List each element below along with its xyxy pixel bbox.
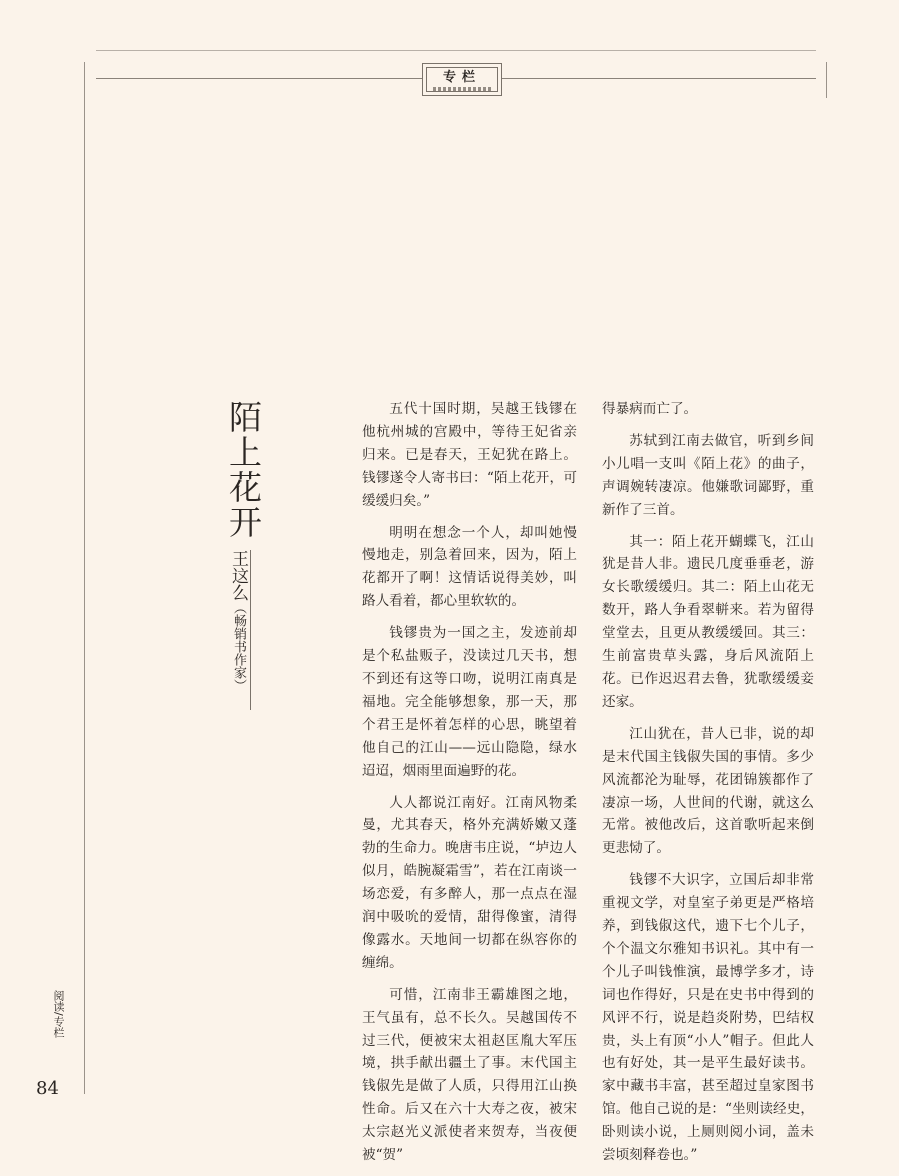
paragraph: 江山犹在，昔人已非，说的却是末代国主钱俶失国的事情。多少风流都沦为耻辱，花团锦簇都作了凄凉一场，人世间的代谢，就这么无常。被他改后，这首歌听起来倒更悲恸了。	[602, 725, 814, 857]
right-frame-rule	[826, 62, 827, 98]
paragraph: 其一：陌上花开蝴蝶飞，江山犹是昔人非。遗民几度垂垂老，游女长歌缓缓归。其二：陌上山花无数开，路人争看翠軿来。若为留得堂堂去，且更从教缓缓回。其三：生前富贵草头露，身后风流陌上花。已作迟迟君去鲁，犹歌缓缓妾还家。	[602, 533, 814, 710]
paragraph: 明明在想念一个人，却叫她慢慢地走，别急着回来，因为，陌上花都开了啊！这情话说得美妙，叫路人看着，都心里软软的。	[362, 524, 577, 610]
paragraph: 钱镠不大识字，立国后却非常重视文学，对皇室子弟更是严格培养，到钱俶这代，遗下七个儿子，个个温文尔雅知书识礼。其中有一个儿子叫钱惟演，最博学多才，诗词也作得好，只是在史书中得到的风评不行，说是趋炎附势，巴结权贵，头上有顶“小人”帽子。但此人也有好处，其一是平生最好读书。家中藏书丰富，甚至超过皇家图书馆。他自己说的是：“坐则读经史，卧则读小说，上厕则阅小词，盖未尝顷刻释卷也。”	[602, 872, 814, 1164]
paragraph: 可惜，江南非王霸雄图之地，王气虽有，总不长久。吴越国传不过三代，便被宋太祖赵匡胤大军压境，拱手献出疆土了事。末代国主钱俶先是做了人质，只得用江山换性命。后又在六十大寿之夜，被宋太宗赵光义派使者来贺寿，当夜便被“贺”	[362, 986, 577, 1164]
article-title: 陌上花开	[224, 400, 263, 540]
page-number: 84	[36, 1078, 59, 1099]
paragraph-continuation: 得暴病而亡了。	[602, 401, 698, 417]
paragraph: 钱镠贵为一国之主，发迹前却是个私盐贩子，没读过几天书，想不到还有这等口吻，说明江南真是福地。完全能够想象，那一天，那个君王是怀着怎样的心思，眺望着他自己的江山——远山隐隐，绿水迢迢，烟雨里面遍野的花。	[362, 625, 577, 779]
column-label: 专栏	[442, 70, 481, 85]
text-column-1	[362, 398, 577, 1176]
paragraph: 人人都说江南好。江南风物柔曼，尤其春天，格外充满娇嫩又蓬勃的生命力。晚唐韦庄说，“垆边人似月，皓腕凝霜雪”，若在江南谈一场恋爱，有多醉人，那一点点在湿润中吸吮的爱情，甜得像蜜，清得像露水。天地间一切都在纵容你的缠绵。	[362, 794, 577, 971]
column-tag-inner	[426, 67, 498, 92]
top-rule	[96, 50, 816, 51]
author-name: 王这么	[228, 550, 248, 601]
author-note: （畅销书作家）	[231, 601, 246, 692]
decorative-pattern	[433, 87, 491, 91]
column-tag	[422, 63, 502, 96]
paragraph: 五代十国时期，吴越王钱镠在他杭州城的宫殿中，等待王妃省亲归来。已是春天，王妃犹在路上。钱镠遂令人寄书曰：“陌上花开，可缓缓归矣。”	[362, 401, 577, 509]
header-rule-right	[502, 78, 816, 79]
header-rule-left	[96, 78, 422, 79]
byline-rule	[250, 550, 251, 710]
left-frame-rule	[84, 62, 85, 1094]
paragraph: 苏轼到江南去做官，听到乡间小儿唱一支叫《陌上花》的曲子，声调婉转凄凉。他嫌歌词鄙野，重新作了三首。	[602, 432, 814, 518]
text-column-2	[602, 398, 814, 1176]
section-label: 阅读/专栏	[52, 990, 65, 1038]
byline	[228, 550, 248, 692]
